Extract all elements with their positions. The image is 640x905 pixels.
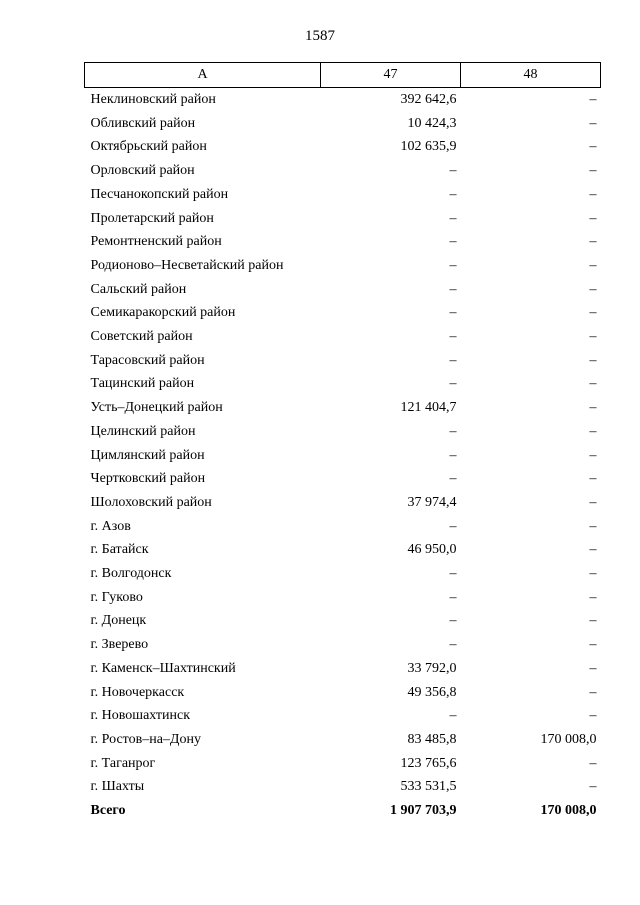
- value-col-47-cell: 1 907 703,9: [390, 803, 457, 819]
- value-col-47-cell: –: [449, 352, 457, 368]
- region-name-cell: г. Зверево: [90, 637, 149, 653]
- region-name-cell: г. Донецк: [90, 613, 147, 629]
- region-name-cell: г. Ростов–на–Дону: [90, 731, 201, 747]
- table-row: [85, 420, 601, 444]
- region-name-cell: Ремонтненский район: [90, 234, 222, 250]
- region-name-cell: г. Каменск–Шахтинский: [90, 660, 236, 676]
- value-col-47-cell: –: [449, 637, 457, 653]
- table-row: [85, 538, 601, 562]
- table-row: [85, 562, 601, 586]
- value-col-47-cell: 123 765,6: [400, 755, 457, 771]
- value-col-48-cell: –: [589, 210, 597, 226]
- region-name-cell: Родионово–Несветайский район: [90, 257, 284, 273]
- region-name-cell: Тацинский район: [90, 376, 195, 392]
- table-row: [85, 752, 601, 776]
- value-col-48-cell: –: [589, 518, 597, 534]
- table-row: [85, 254, 601, 278]
- table-row: [85, 183, 601, 207]
- value-col-48-cell: –: [589, 494, 597, 510]
- table-row: [85, 135, 601, 159]
- value-col-47-cell: –: [449, 589, 457, 605]
- value-col-47-cell: –: [449, 281, 457, 297]
- region-name-cell: Семикаракорский район: [90, 305, 236, 321]
- value-col-47-cell: –: [449, 376, 457, 392]
- value-col-48-cell: –: [589, 613, 597, 629]
- value-col-48-cell: –: [589, 376, 597, 392]
- region-name-cell: Обливский район: [90, 115, 196, 131]
- value-col-48-cell: 170 008,0: [540, 803, 597, 819]
- value-col-47-cell: 392 642,6: [400, 92, 457, 107]
- table-body: [85, 88, 601, 823]
- value-col-47-cell: 49 356,8: [407, 684, 457, 700]
- value-col-48-cell: –: [589, 163, 597, 179]
- value-col-47-cell: –: [449, 566, 457, 582]
- table-row: [85, 728, 601, 752]
- value-col-47-cell: –: [449, 613, 457, 629]
- value-col-47-cell: 83 485,8: [407, 731, 457, 747]
- table-row: [85, 681, 601, 705]
- value-col-47-cell: 33 792,0: [407, 660, 457, 676]
- table-row: [85, 775, 601, 799]
- region-name-cell: Октябрьский район: [90, 139, 207, 155]
- region-name-cell: г. Батайск: [90, 542, 149, 558]
- value-col-47-cell: 533 531,5: [400, 779, 457, 795]
- table-row: [85, 88, 601, 112]
- region-name-cell: г. Волгодонск: [90, 566, 172, 582]
- table-row: [85, 633, 601, 657]
- value-col-47-cell: 121 404,7: [400, 400, 457, 416]
- region-name-cell: г. Новочеркасск: [90, 684, 185, 700]
- region-name-cell: Целинский район: [90, 423, 196, 439]
- value-col-47-cell: –: [449, 163, 457, 179]
- table-header: [85, 63, 601, 88]
- value-col-48-cell: –: [589, 542, 597, 558]
- region-name-cell: Советский район: [90, 329, 193, 345]
- region-name-cell: г. Новошахтинск: [90, 708, 191, 724]
- value-col-48-cell: –: [589, 257, 597, 273]
- table-row: [85, 515, 601, 539]
- total-row: [85, 799, 601, 823]
- table-row: [85, 586, 601, 610]
- region-name-cell: Тарасовский район: [90, 352, 205, 368]
- value-col-47-cell: –: [449, 329, 457, 345]
- value-col-48-cell: –: [589, 684, 597, 700]
- table-row: [85, 657, 601, 681]
- value-col-47-cell: 10 424,3: [407, 115, 457, 131]
- value-col-48-cell: –: [589, 637, 597, 653]
- value-col-48-cell: –: [589, 305, 597, 321]
- table-row: [85, 207, 601, 231]
- region-name-cell: Чертковский район: [90, 471, 206, 487]
- value-col-48-cell: –: [589, 708, 597, 724]
- region-name-cell: Цимлянский район: [90, 447, 205, 463]
- value-col-48-cell: –: [589, 471, 597, 487]
- value-col-48-cell: –: [589, 234, 597, 250]
- value-col-47-cell: –: [449, 234, 457, 250]
- data-table: [84, 62, 601, 823]
- header-col-47: 47: [321, 63, 461, 88]
- header-row: [85, 63, 601, 88]
- value-col-47-cell: –: [449, 257, 457, 273]
- value-col-48-cell: –: [589, 660, 597, 676]
- region-name-cell: г. Таганрог: [90, 755, 156, 771]
- table-row: [85, 396, 601, 420]
- value-col-48-cell: –: [589, 139, 597, 155]
- header-col-48: 48: [461, 63, 601, 88]
- value-col-47-cell: 46 950,0: [407, 542, 457, 558]
- region-name-cell: г. Гуково: [90, 589, 143, 605]
- table-row: [85, 325, 601, 349]
- value-col-47-cell: –: [449, 518, 457, 534]
- region-name-cell: Орловский район: [90, 163, 195, 179]
- value-col-47-cell: 102 635,9: [400, 139, 457, 155]
- page-number: 1587: [305, 28, 335, 44]
- value-col-47-cell: –: [449, 186, 457, 202]
- region-name-cell: Шолоховский район: [90, 494, 212, 510]
- value-col-48-cell: –: [589, 92, 597, 107]
- value-col-48-cell: –: [589, 115, 597, 131]
- value-col-48-cell: –: [589, 400, 597, 416]
- table-row: [85, 278, 601, 302]
- header-col-a: А: [85, 63, 321, 88]
- value-col-48-cell: 170 008,0: [540, 731, 597, 747]
- value-col-48-cell: –: [589, 423, 597, 439]
- table-row: [85, 609, 601, 633]
- table-row: [85, 372, 601, 396]
- region-name-cell: г. Шахты: [90, 779, 145, 795]
- value-col-47-cell: –: [449, 423, 457, 439]
- value-col-47-cell: –: [449, 471, 457, 487]
- value-col-48-cell: –: [589, 447, 597, 463]
- region-name-cell: г. Азов: [90, 518, 131, 534]
- value-col-48-cell: –: [589, 329, 597, 345]
- region-name-cell: Песчанокопский район: [90, 186, 229, 202]
- value-col-47-cell: –: [449, 210, 457, 226]
- region-name-cell: Неклиновский район: [90, 92, 216, 107]
- value-col-47-cell: –: [449, 305, 457, 321]
- value-col-48-cell: –: [589, 352, 597, 368]
- table-row: [85, 159, 601, 183]
- value-col-48-cell: –: [589, 281, 597, 297]
- table-row: [85, 230, 601, 254]
- value-col-48-cell: –: [589, 779, 597, 795]
- table-row: [85, 301, 601, 325]
- table-row: [85, 491, 601, 515]
- value-col-47-cell: 37 974,4: [407, 494, 457, 510]
- value-col-48-cell: –: [589, 589, 597, 605]
- table-row: [85, 704, 601, 728]
- region-name-cell: Всего: [90, 803, 126, 819]
- value-col-48-cell: –: [589, 566, 597, 582]
- table-row: [85, 112, 601, 136]
- table-row: [85, 467, 601, 491]
- value-col-47-cell: –: [449, 708, 457, 724]
- table-row: [85, 444, 601, 468]
- region-name-cell: Сальский район: [90, 281, 187, 297]
- table-row: [85, 349, 601, 373]
- region-name-cell: Усть–Донецкий район: [90, 400, 223, 416]
- value-col-48-cell: –: [589, 755, 597, 771]
- value-col-47-cell: –: [449, 447, 457, 463]
- region-name-cell: Пролетарский район: [90, 210, 214, 226]
- value-col-48-cell: –: [589, 186, 597, 202]
